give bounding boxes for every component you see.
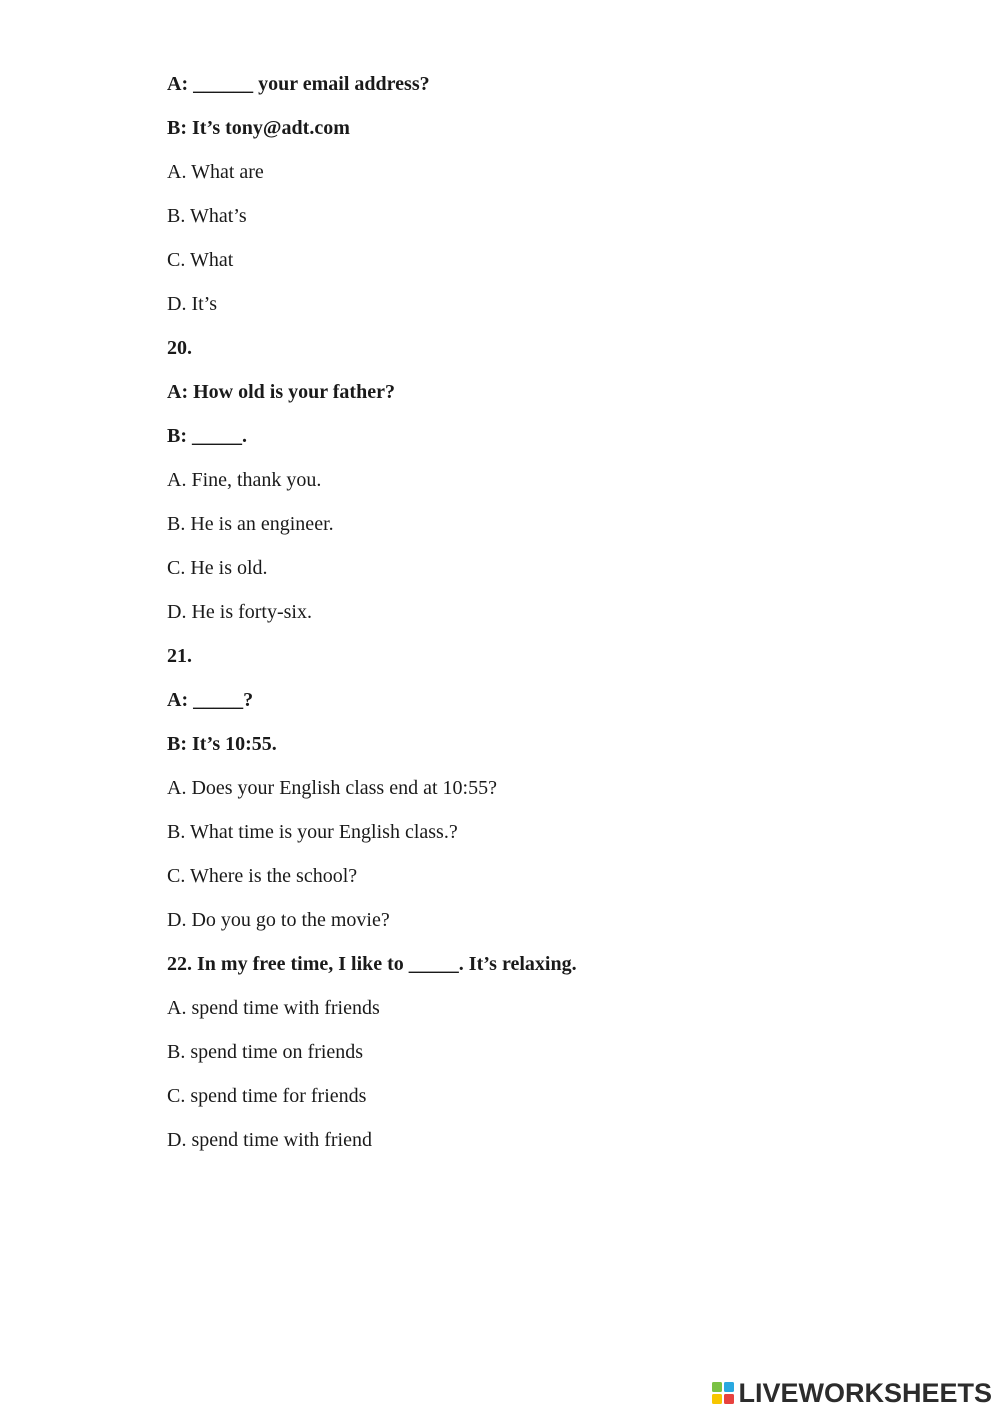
q21-option-c: C. Where is the school? xyxy=(167,865,358,887)
liveworksheets-brand-text: LIVEWORKSHEETS xyxy=(738,1378,992,1408)
q20-prompt-a: A: How old is your father? xyxy=(167,381,395,403)
q22-prompt: 22. In my free time, I like to _____. It’s relaxing. xyxy=(167,953,577,975)
q21-number: 21. xyxy=(167,645,192,667)
worksheet-page xyxy=(167,70,967,1170)
liveworksheets-watermark xyxy=(712,1379,992,1407)
q20-option-b: B. He is an engineer. xyxy=(167,513,334,535)
q20-option-d: D. He is forty-six. xyxy=(167,601,312,623)
q21-option-b: B. What time is your English class.? xyxy=(167,821,458,843)
q19-option-c: C. What xyxy=(167,249,234,271)
q19-option-a: A. What are xyxy=(167,161,264,183)
q20-option-c: C. He is old. xyxy=(167,557,268,579)
q19-option-d: D. It’s xyxy=(167,293,217,315)
q21-option-a: A. Does your English class end at 10:55? xyxy=(167,777,497,799)
q21-prompt-a: A: _____? xyxy=(167,689,254,711)
q19-option-b: B. What’s xyxy=(167,205,247,227)
q22-option-a: A. spend time with friends xyxy=(167,997,380,1019)
q20-number: 20. xyxy=(167,337,192,359)
q19-prompt-a: A: ______ your email address? xyxy=(167,73,430,95)
q21-option-d: D. Do you go to the movie? xyxy=(167,909,390,931)
q21-prompt-b: B: It’s 10:55. xyxy=(167,733,277,755)
q20-prompt-b: B: _____. xyxy=(167,425,247,447)
q20-option-a: A. Fine, thank you. xyxy=(167,469,322,491)
q22-option-d: D. spend time with friend xyxy=(167,1129,372,1151)
liveworksheets-logo-icon xyxy=(712,1382,734,1404)
q22-option-c: C. spend time for friends xyxy=(167,1085,367,1107)
q19-prompt-b: B: It’s tony@adt.com xyxy=(167,117,350,139)
q22-option-b: B. spend time on friends xyxy=(167,1041,364,1063)
